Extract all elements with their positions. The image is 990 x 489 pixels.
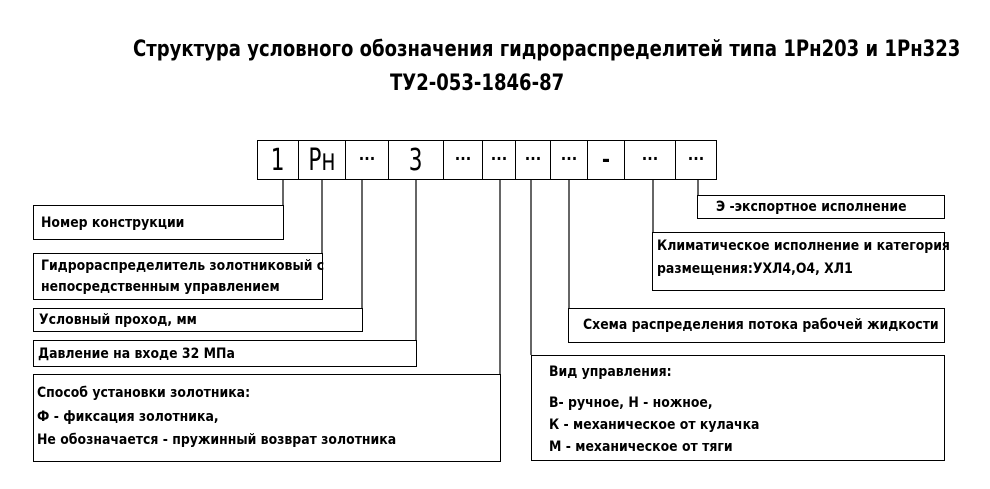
label-distributor-line-1: Гидрораспределитель золотниковый с: [41, 258, 325, 274]
label-construction-number: Номер конструкции: [41, 215, 185, 231]
label-box-export: [697, 195, 945, 219]
code-cell-dash: -: [587, 140, 625, 180]
label-box-control-type: [531, 355, 945, 461]
code-cell-control: ...: [482, 140, 516, 180]
code-cell-control-2: ...: [515, 140, 551, 180]
label-spool-mount-none: Не обозначается - пружинный возврат золотника: [37, 432, 397, 448]
code-cell-type: Рн: [298, 140, 346, 180]
label-climate-line-1: Климатическое исполнение и категория: [657, 238, 950, 254]
code-cell-climate: ...: [624, 140, 676, 180]
label-climate-line-2: размещения:УХЛ4,О4, ХЛ1: [657, 261, 853, 277]
label-inlet-pressure: Давление на входе 32 МПа: [38, 346, 235, 362]
label-export: Э -экспортное исполнение: [716, 199, 907, 215]
label-spool-mount-f: Ф - фиксация золотника,: [37, 409, 219, 425]
code-cell-bore: ...: [345, 140, 389, 180]
label-control-k: К - механическое от кулачка: [549, 417, 760, 433]
label-control-title: Вид управления:: [549, 364, 672, 380]
label-box-inlet-pressure: [33, 340, 417, 367]
title-line-1: Структура условного обозначения гидрораспределитей типа 1Рн203 и 1Рн323: [133, 37, 961, 62]
label-control-m: М - механическое от тяги: [549, 439, 733, 455]
label-box-spool-mount: [33, 374, 501, 462]
label-nominal-bore: Условный проход, мм: [39, 312, 197, 328]
code-cell-scheme: ...: [550, 140, 588, 180]
label-box-distributor-type: [33, 253, 323, 300]
label-box-nominal-bore: [33, 308, 363, 332]
label-distributor-line-2: непосредственным управлением: [41, 279, 280, 295]
label-flow-scheme: Схема распределения потока рабочей жидкости: [583, 317, 939, 333]
label-box-climate: [652, 232, 950, 291]
label-box-flow-scheme: [568, 308, 945, 343]
label-spool-mount-title: Способ установки золотника:: [37, 385, 251, 401]
code-cell-export: ...: [675, 140, 717, 180]
title-line-2: ТУ2-053-1846-87: [390, 71, 565, 96]
code-cell-construction: 1: [257, 140, 299, 180]
code-cell-pressure: 3: [388, 140, 444, 180]
label-box-construction-number: [33, 205, 284, 240]
code-cell-mount: ...: [443, 140, 483, 180]
label-control-v-h: В- ручное, Н - ножное,: [549, 395, 713, 411]
